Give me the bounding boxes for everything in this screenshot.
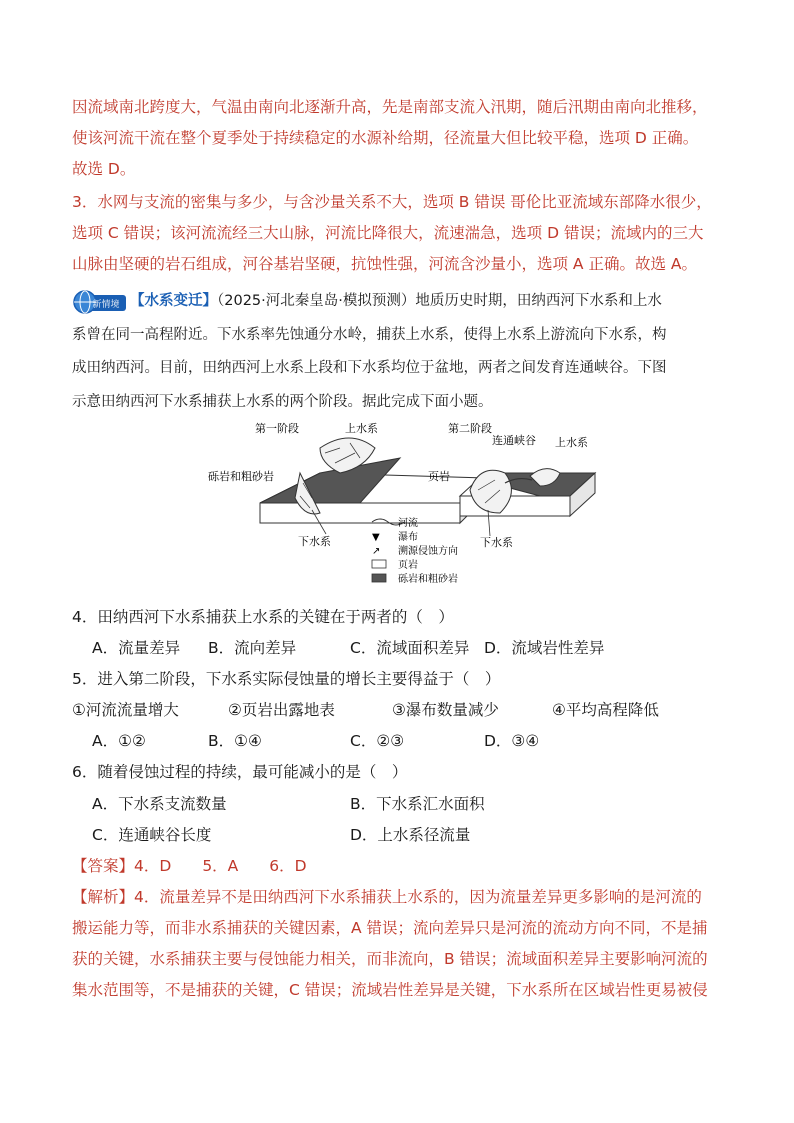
- q4-option-a[interactable]: A．流量差异: [92, 639, 181, 657]
- scenario-tag: 【水系变迁】: [130, 293, 217, 309]
- answer-line: [72, 856, 307, 876]
- scenario-line-3: 成田纳西河。目前，田纳西河上水系上段和下水系均位于盆地，两者之间发育连通峡谷。下图: [72, 360, 667, 376]
- answer-label: 【答案】: [72, 857, 135, 875]
- q5-option-d[interactable]: D．③④: [484, 732, 540, 750]
- scenario-line-1: [130, 291, 662, 311]
- stage-1-upper-label: 上水系: [345, 422, 378, 435]
- q5-item-4: ④平均高程降低: [552, 701, 659, 719]
- globe-icon: [72, 289, 128, 315]
- stage-2-upper-label: 上水系: [555, 436, 588, 449]
- stage-1-rock-label: 砾岩和粗砂岩: [208, 470, 274, 483]
- legend-erosion: 溯源侵蚀方向: [398, 546, 458, 557]
- stage-1-lower-label: 下水系: [298, 535, 331, 548]
- figure-legend: [372, 516, 458, 585]
- q6-option-b[interactable]: B．下水系汇水面积: [350, 795, 485, 813]
- analysis-3-line-2: 选项 C 错误；该河流流经三大山脉，河流比降很大，流速湍急，选项 D 错误；流域内的三大: [72, 224, 704, 242]
- stage-2-shale-label: 页岩: [428, 470, 450, 483]
- analysis-3-line-3: 山脉由坚硬的岩石组成，河谷基岩坚硬，抗蚀性强，河流含沙量小，选项 A 正确。故选 A。: [72, 255, 697, 273]
- q6-option-d[interactable]: D．上水系径流量: [350, 826, 471, 844]
- analysis-line-2: 搬运能力等，而非水系捕获的关键因素，A 错误；流向差异只是河流的流动方向不同，不是捕: [72, 919, 708, 937]
- stage-2-title: 第二阶段: [448, 422, 492, 435]
- legend-conglomerate: 砾岩和粗砂岩: [398, 574, 458, 585]
- scenario-source: （2025·河北秦皇岛·模拟预测）地质历史时期，田纳西河下水系和上水: [217, 293, 662, 309]
- analysis-3-line-1: 3．水网与支流的密集与多少，与含沙量关系不大，选项 B 错误 哥伦比亚流域东部降水很少，: [72, 193, 712, 211]
- gorge-label: 连通峡谷: [492, 434, 536, 447]
- stage-2-lower-label: 下水系: [480, 536, 513, 549]
- scenario-line-2: 系曾在同一高程附近。下水系率先蚀通分水岭，捕获上水系，使得上水系上游流向下水系，构: [72, 327, 667, 343]
- q6-option-c[interactable]: C．连通峡谷长度: [92, 826, 212, 844]
- analysis-line-3: 获的关键，水系捕获主要与侵蚀能力相关，而非流向，B 错误；流域面积差异主要影响河流的: [72, 950, 708, 968]
- analysis-text-1: 4．流量差异不是田纳西河下水系捕获上水系的，因为流量差异更多影响的是河流的: [134, 888, 702, 906]
- answer-text: 4．D 5．A 6．D: [134, 857, 307, 875]
- new-scenario-badge: [72, 289, 128, 315]
- q5-item-1: ①河流流量增大: [72, 701, 179, 719]
- stage-2-block: [460, 469, 595, 516]
- badge-label: 新情境: [92, 300, 120, 310]
- q5-option-b[interactable]: B．①④: [208, 732, 262, 750]
- q5-stem: 5．进入第二阶段，下水系实际侵蚀量的增长主要得益于（ ）: [72, 670, 501, 688]
- analysis-line-4: 集水范围等，不是捕获的关键，C 错误；流域岩性差异是关键，下水系所在区域岩性更易被侵: [72, 981, 708, 999]
- q5-option-c[interactable]: C．②③: [350, 732, 405, 750]
- analysis-line-1: [72, 887, 702, 907]
- stage-1-title: 第一阶段: [255, 422, 299, 435]
- q4-stem: 4．田纳西河下水系捕获上水系的关键在于两者的（ ）: [72, 608, 454, 626]
- stage-1-block: [260, 438, 485, 523]
- analysis-2-line-3: 故选 D。: [72, 160, 136, 178]
- scenario-line-4: 示意田纳西河下水系捕获上水系的两个阶段。据此完成下面小题。: [72, 394, 493, 410]
- legend-waterfall: 瀑布: [398, 532, 418, 543]
- q6-option-a[interactable]: A．下水系支流数量: [92, 795, 227, 813]
- analysis-label: 【解析】: [72, 888, 135, 906]
- q5-item-2: ②页岩出露地表: [228, 701, 335, 719]
- svg-text:↗: ↗: [372, 546, 381, 557]
- analysis-2-line-2: 使该河流干流在整个夏季处于持续稳定的水源补给期，径流量大但比较平稳，选项 D 正确。: [72, 129, 699, 147]
- legend-shale: 页岩: [398, 560, 418, 571]
- q4-option-d[interactable]: D．流域岩性差异: [484, 639, 605, 657]
- q4-option-c[interactable]: C．流域面积差异: [350, 639, 470, 657]
- stream-capture-figure: [200, 418, 620, 598]
- svg-text:▼: ▼: [372, 532, 380, 543]
- q5-item-3: ③瀑布数量减少: [392, 701, 499, 719]
- q4-option-b[interactable]: B．流向差异: [208, 639, 297, 657]
- q6-stem: 6．随着侵蚀过程的持续，最可能减小的是（ ）: [72, 763, 408, 781]
- q5-option-a[interactable]: A．①②: [92, 732, 146, 750]
- legend-river: 河流: [398, 518, 418, 529]
- analysis-2-line-1: 因流域南北跨度大，气温由南向北逐渐升高，先是南部支流入汛期，随后汛期由南向北推移，: [72, 98, 708, 116]
